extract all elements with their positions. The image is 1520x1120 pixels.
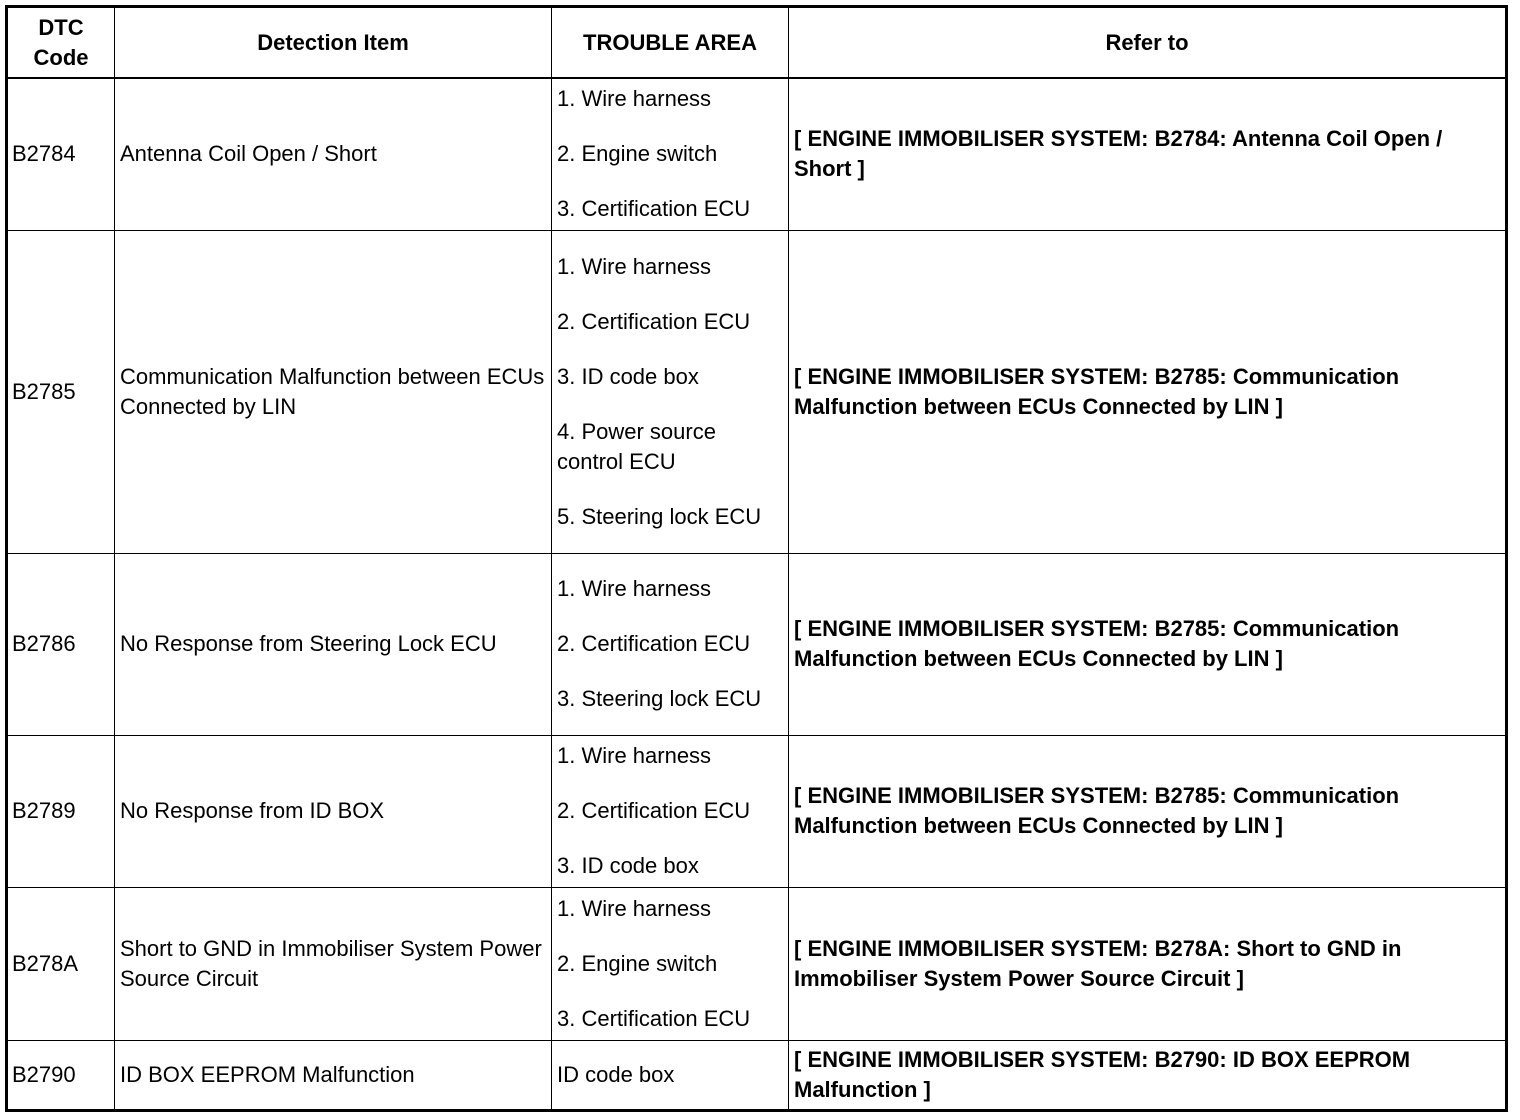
- trouble-area-item: 1. Wire harness: [557, 86, 712, 112]
- detection-item: ID BOX EEPROM Malfunction: [115, 1040, 552, 1110]
- header-refer-to: Refer to: [789, 7, 1507, 79]
- trouble-area-item: 3. ID code box: [557, 853, 699, 878]
- refer-to-link[interactable]: [ ENGINE IMMOBILISER SYSTEM: B2785: Communication Malfunction between ECUs Connected by LIN ]: [789, 735, 1507, 887]
- detection-item: No Response from Steering Lock ECU: [115, 553, 552, 735]
- dtc-code: B2789: [7, 735, 115, 887]
- dtc-code: B2790: [7, 1040, 115, 1110]
- dtc-table: [5, 5, 1508, 1112]
- trouble-area-item: 2. Certification ECU: [557, 308, 751, 334]
- trouble-area-item: 3. Certification ECU: [557, 196, 751, 222]
- dtc-code: B2784: [7, 78, 115, 230]
- refer-to-link[interactable]: [ ENGINE IMMOBILISER SYSTEM: B2784: Antenna Coil Open / Short ]: [789, 78, 1507, 230]
- table-row: [7, 887, 1507, 1040]
- header-row: [7, 7, 1507, 79]
- refer-to-link[interactable]: [ ENGINE IMMOBILISER SYSTEM: B2790: ID BOX EEPROM Malfunction ]: [789, 1040, 1507, 1110]
- trouble-area: [552, 735, 789, 887]
- dtc-code: B278A: [7, 887, 115, 1040]
- detection-item: Communication Malfunction between ECUs Connected by LIN: [115, 230, 552, 553]
- refer-to-link[interactable]: [ ENGINE IMMOBILISER SYSTEM: B278A: Short to GND in Immobiliser System Power Source Circuit ]: [789, 887, 1507, 1040]
- refer-to-link[interactable]: [ ENGINE IMMOBILISER SYSTEM: B2785: Communication Malfunction between ECUs Connected by LIN ]: [789, 553, 1507, 735]
- trouble-area-item: 4. Power source control ECU: [557, 418, 716, 474]
- trouble-area-item: 1. Wire harness: [557, 253, 712, 279]
- table-row: [7, 230, 1507, 553]
- trouble-area-item: ID code box: [557, 1061, 675, 1087]
- trouble-area-item: 2. Certification ECU: [557, 631, 751, 656]
- dtc-code: B2786: [7, 553, 115, 735]
- trouble-area: [552, 1040, 789, 1110]
- trouble-area-item: 3. Steering lock ECU: [557, 686, 762, 711]
- table-row: [7, 78, 1507, 230]
- trouble-area: [552, 78, 789, 230]
- trouble-area-item: 1. Wire harness: [557, 576, 712, 601]
- table-row: [7, 553, 1507, 735]
- header-detection-item: Detection Item: [115, 7, 552, 79]
- trouble-area: [552, 887, 789, 1040]
- trouble-area-item: 5. Steering lock ECU: [557, 503, 762, 529]
- trouble-area-item: 1. Wire harness: [557, 743, 712, 768]
- header-dtc-code: DTC Code: [7, 7, 115, 79]
- detection-item: No Response from ID BOX: [115, 735, 552, 887]
- refer-to-link[interactable]: [ ENGINE IMMOBILISER SYSTEM: B2785: Communication Malfunction between ECUs Connected by LIN ]: [789, 230, 1507, 553]
- trouble-area-item: 2. Engine switch: [557, 141, 718, 167]
- trouble-area-item: 2. Certification ECU: [557, 798, 751, 823]
- dtc-code: B2785: [7, 230, 115, 553]
- header-trouble-area: TROUBLE AREA: [552, 7, 789, 79]
- trouble-area-item: 2. Engine switch: [557, 950, 718, 976]
- trouble-area-item: 3. Certification ECU: [557, 1005, 751, 1031]
- detection-item: Antenna Coil Open / Short: [115, 78, 552, 230]
- table-row: [7, 735, 1507, 887]
- detection-item: Short to GND in Immobiliser System Power Source Circuit: [115, 887, 552, 1040]
- table-row: [7, 1040, 1507, 1110]
- trouble-area: [552, 553, 789, 735]
- trouble-area: [552, 230, 789, 553]
- trouble-area-item: 1. Wire harness: [557, 895, 712, 921]
- trouble-area-item: 3. ID code box: [557, 363, 699, 389]
